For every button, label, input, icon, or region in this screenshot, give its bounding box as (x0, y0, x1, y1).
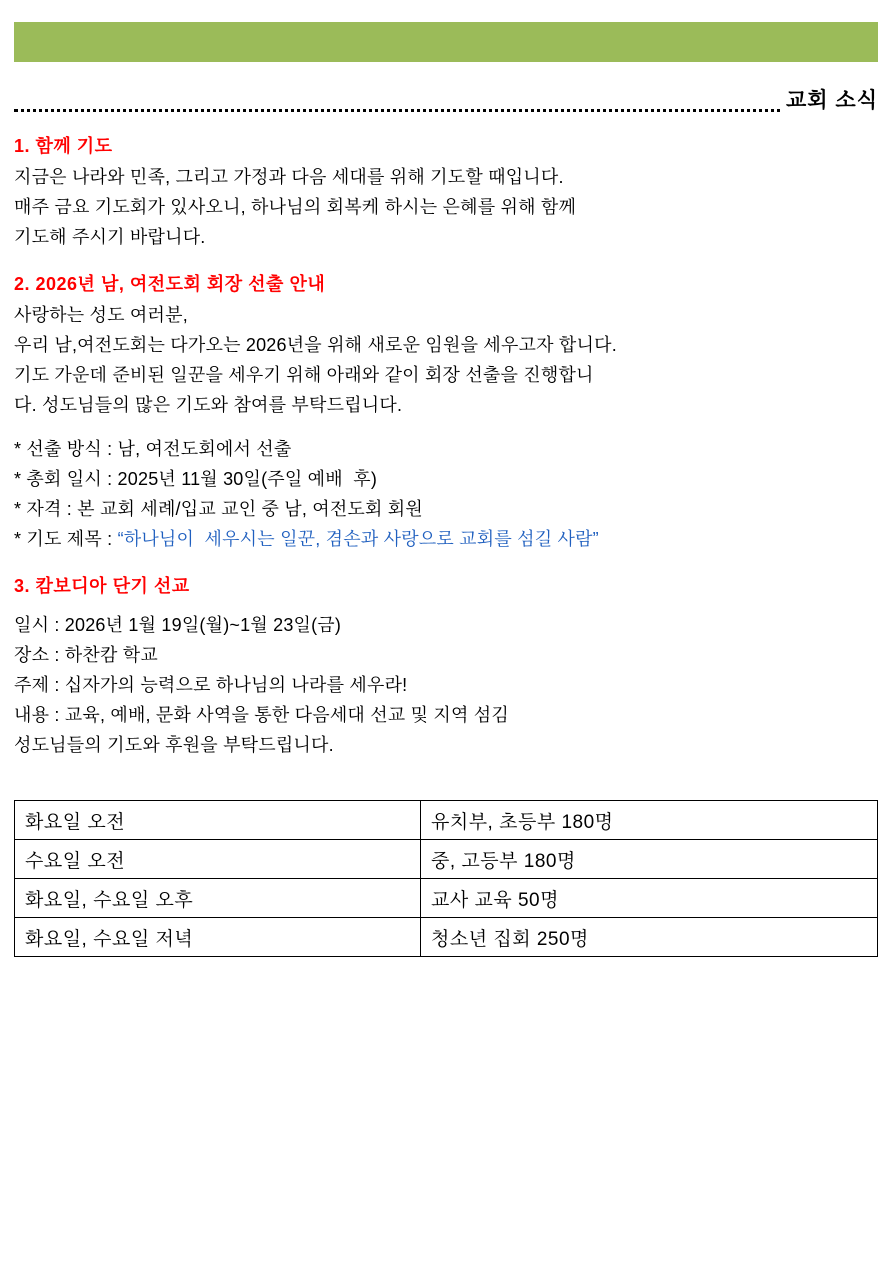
table-cell-what: 유치부, 초등부 180명 (421, 801, 878, 840)
schedule-table (14, 800, 878, 957)
table-cell-what: 청소년 집회 250명 (421, 918, 878, 957)
section-line: 주제 : 십자가의 능력으로 하나님의 나라를 세우라! (14, 675, 408, 695)
section-line: 다. 성도님들의 많은 기도와 참여를 부탁드립니다. (14, 395, 403, 415)
section-line: 내용 : 교육, 예배, 문화 사역을 통한 다음세대 선교 및 지역 섬김 (14, 705, 509, 725)
document-header (14, 84, 878, 114)
table-row (15, 918, 878, 957)
table-row (15, 801, 878, 840)
section-title: 3. 캄보디아 단기 선교 (14, 576, 190, 596)
section-title: 1. 함께 기도 (14, 136, 113, 156)
section-line: 일시 : 2026년 1월 19일(월)~1월 23일(금) (14, 615, 342, 635)
table-cell-when: 화요일 오전 (15, 801, 421, 840)
table-cell-when: 수요일 오전 (15, 840, 421, 879)
detail-label: * 기도 제목 : (14, 529, 118, 549)
section-line: 사랑하는 성도 여러분, (14, 305, 188, 325)
section-election (14, 270, 878, 554)
detail-line: * 총회 일시 : 2025년 11월 30일(주일 예배 후) (14, 469, 378, 489)
section-line: 기도해 주시기 바랍니다. (14, 227, 206, 247)
table-cell-when: 화요일, 수요일 저녁 (15, 918, 421, 957)
section-line: 매주 금요 기도회가 있사오니, 하나님의 회복케 하시는 은혜를 위해 함께 (14, 197, 577, 217)
spacer (14, 602, 878, 610)
table-row (15, 840, 878, 879)
section-prayer (14, 132, 878, 252)
section-line: 성도님들의 기도와 후원을 부탁드립니다. (14, 735, 334, 755)
schedule-table-wrapper (14, 800, 878, 957)
election-details (14, 434, 878, 554)
document-page (0, 22, 892, 1280)
top-green-banner (14, 22, 878, 62)
section-line: 지금은 나라와 민족, 그리고 가정과 다음 세대를 위해 기도할 때입니다. (14, 167, 564, 187)
detail-line-prayer-topic (14, 524, 878, 554)
section-mission (14, 572, 878, 760)
dotted-divider (14, 109, 878, 112)
table-cell-when: 화요일, 수요일 오후 (15, 879, 421, 918)
section-line: 우리 남,여전도회는 다가오는 2026년을 위해 새로운 임원을 세우고자 합니다. (14, 335, 617, 355)
page-title: 교회 소식 (780, 88, 878, 114)
table-cell-what: 교사 교육 50명 (421, 879, 878, 918)
section-title: 2. 2026년 남, 여전도회 회장 선출 안내 (14, 274, 326, 294)
section-line: 기도 가운데 준비된 일꾼을 세우기 위해 아래와 같이 회장 선출을 진행합니 (14, 365, 594, 385)
detail-quote: “하나님이 세우시는 일꾼, 겸손과 사랑으로 교회를 섬길 사람” (117, 529, 599, 549)
detail-line: * 자격 : 본 교회 세례/입교 교인 중 남, 여전도회 회원 (14, 499, 423, 519)
table-row (15, 879, 878, 918)
section-line: 장소 : 하찬캄 학교 (14, 645, 158, 665)
table-cell-what: 중, 고등부 180명 (421, 840, 878, 879)
detail-line: * 선출 방식 : 남, 여전도회에서 선출 (14, 439, 292, 459)
